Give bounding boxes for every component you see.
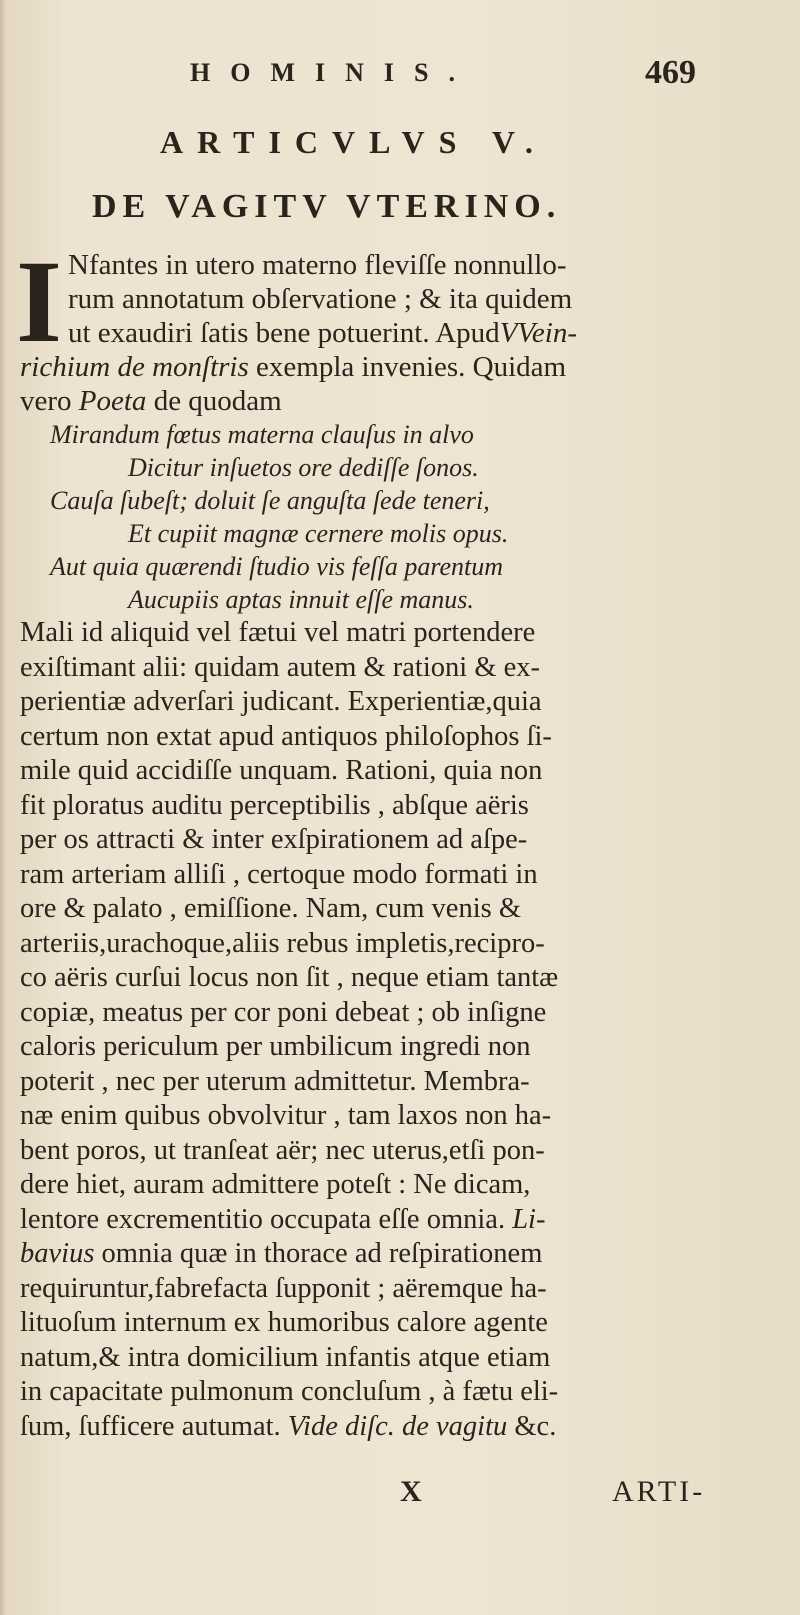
- text-line: fit ploratus auditu perceptibilis , abſque aëris: [20, 789, 529, 821]
- author-reference: bavius: [20, 1238, 95, 1269]
- text-line: [20, 316, 725, 350]
- text-line: caloris periculum per umbilicum ingredi non: [20, 1031, 531, 1062]
- verse-line: Dicitur inſuetos ore dediſſe ſonos.: [128, 453, 479, 482]
- text-line: lituoſum internum ex humoribus calore agente: [20, 1307, 548, 1338]
- text-line: mile quid accidiſſe unquam. Rationi, quia non: [20, 755, 543, 786]
- author-reference: Li-: [512, 1203, 546, 1235]
- verse-line: Aut quia quærendi ſtudio vis feſſa parentum: [50, 552, 504, 581]
- signature-mark: X: [400, 1475, 422, 1508]
- text-line: [20, 350, 725, 384]
- verse-line: Cauſa ſubeſt; doluit ſe anguſta ſede teneri,: [50, 486, 490, 515]
- text-line: poterit , nec per uterum admittetur. Membra-: [20, 1065, 530, 1097]
- text-line: requiruntur,fabrefacta ſupponit ; aëremque ha-: [20, 1272, 547, 1304]
- text-fragment: ſum, ſufficere autumat.: [20, 1410, 288, 1442]
- verse-line: Et cupiit magnæ cernere molis opus.: [128, 519, 509, 548]
- text-line: [20, 1237, 725, 1272]
- text-fragment: exempla invenies. Quidam: [248, 351, 567, 383]
- text-fragment: ut exaudiri ſatis bene potuerint. Apud: [68, 317, 500, 349]
- text-line: ore & palato , emiſſione. Nam, cum venis &: [20, 893, 522, 924]
- article-subtitle: DE VAGITV VTERINO.: [92, 188, 562, 225]
- text-fragment: lentore excrementitio occupata eſſe omnia.: [20, 1203, 506, 1235]
- text-fragment: omnia quæ in thorace ad reſpirationem: [94, 1238, 543, 1269]
- text-fragment: &c.: [507, 1410, 557, 1442]
- text-line: ram arteriam alliſi , certoque modo formati in: [20, 858, 538, 890]
- text-line: in capacitate pulmonum concluſum , à fætu eli-: [20, 1376, 559, 1407]
- body-text: [20, 248, 725, 1444]
- text-line: certum non extat apud antiquos philoſophos ſi-: [20, 720, 552, 752]
- page-number: 469: [645, 54, 696, 91]
- text-fragment: vero: [20, 385, 79, 417]
- text-line: [20, 1410, 725, 1445]
- text-line: næ enim quibus obvolvitur , tam laxos non ha-: [20, 1100, 552, 1131]
- verse-line: Aucupiis aptas innuit eſſe manus.: [128, 585, 474, 614]
- article-title: ARTICVLVS V.: [160, 124, 547, 160]
- text-line: exiſtimant alii: quidam autem & rationi & ex-: [20, 651, 540, 683]
- poet-reference: Poeta: [78, 385, 147, 417]
- text-fragment: de quodam: [146, 385, 282, 417]
- text-line: Nfantes in utero materno fleviſſe nonnullo-: [68, 249, 567, 281]
- text-line: [20, 384, 725, 418]
- author-reference: VVein-: [499, 317, 577, 349]
- text-line: natum,& intra domicilium infantis atque etiam: [20, 1341, 551, 1373]
- text-line: copiæ, meatus per cor poni debeat ; ob inſigne: [20, 996, 547, 1028]
- text-line: bent poros, ut tranſeat aër; nec uterus,etſi pon-: [20, 1134, 545, 1166]
- text-line: co aëris curſui locus non ſit , neque etiam tantæ: [20, 962, 559, 993]
- text-line: Mali id aliquid vel fætui vel matri portendere: [20, 617, 536, 648]
- catchword: ARTI-: [612, 1475, 706, 1508]
- verse-line: Mirandum fœtus materna clauſus in alvo: [50, 420, 474, 449]
- prose-section: [20, 616, 725, 1444]
- text-line: arteriis,urachoque,aliis rebus impletis,recipro-: [20, 927, 545, 959]
- text-line: dere hiet, auram admittere poteſt : Ne dicam,: [20, 1169, 531, 1200]
- work-reference: richium de monſtris: [20, 351, 249, 383]
- text-line: per os attracti & inter exſpirationem ad aſpe-: [20, 824, 528, 855]
- text-line: perientiæ adverſari judicant. Experientiæ,quia: [20, 686, 542, 717]
- text-line: [20, 1203, 725, 1238]
- text-line: rum annotatum obſervatione ; & ita quidem: [68, 283, 573, 315]
- cross-reference: Vide diſc. de vagitu: [287, 1410, 508, 1442]
- running-head: HOMINIS.: [190, 58, 475, 87]
- drop-cap: I: [16, 236, 62, 367]
